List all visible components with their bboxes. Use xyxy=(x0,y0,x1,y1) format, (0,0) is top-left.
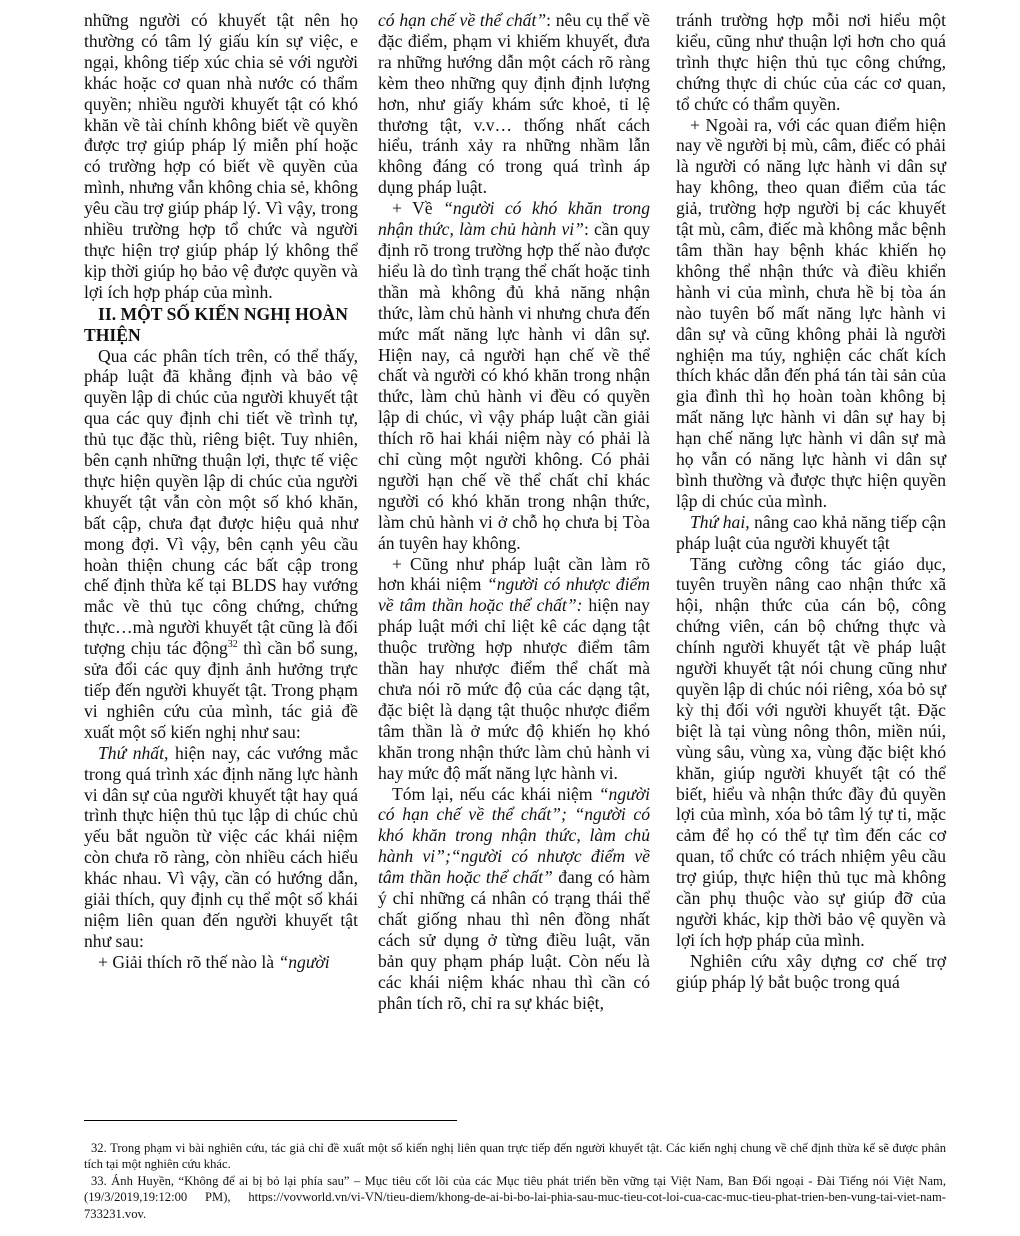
footnotes xyxy=(84,1140,946,1222)
text-run: + Giải thích rõ thế nào là xyxy=(98,951,279,972)
paragraph xyxy=(84,952,358,973)
text-run: II. MỘT SỐ KIẾN NGHỊ HOÀN THIỆN xyxy=(84,303,348,345)
text-run: + Cũng như pháp luật cần làm rõ hơn khái niệm xyxy=(378,553,650,595)
paragraph xyxy=(676,512,946,554)
paragraph xyxy=(378,10,650,198)
text-run: Tóm lại, nếu các khái niệm xyxy=(392,783,599,804)
text-run: Nghiên cứu xây dựng cơ chế trợ giúp pháp lý bắt buộc trong quá xyxy=(676,950,946,992)
paragraph xyxy=(676,951,946,993)
text-run: hiện nay, các vướng mắc trong quá trình xác định năng lực hành vi dân sự của người khuyết tật hay quá trình thực hiện thủ tục lập di chúc chủ yếu bắt nguồn từ việc các khái niệm còn chưa rõ ràng, còn nhiều cách hiểu khác nhau. Vì vậy, cần có hướng dẫn, giải thích, quy định cụ thể một số khái niệm liên quan đến người khuyết tật như sau: xyxy=(84,742,358,951)
text-column-3 xyxy=(676,10,946,993)
section-heading xyxy=(84,304,358,346)
text-run: : nêu cụ thể về đặc điểm, phạm vi khiếm khuyết, đưa ra những hướng dẫn một cách rõ ràng kèm theo những quy định định lượng hơn, như giấy khám sức khoẻ, tỉ lệ thương tật, v.v… thống nhất cách hiểu, tránh xảy ra những nhầm lẫn không đáng có trong quá trình áp dụng pháp luật. xyxy=(378,10,650,198)
italic-text: “người có nhược điểm về tâm thần hoặc thể chất”: xyxy=(378,574,650,616)
italic-text: “người xyxy=(278,951,330,972)
text-run: Tăng cường công tác giáo dục, tuyên truyền nâng cao nhận thức xã hội, nhận thức của cán bộ, công chứng viên, cán bộ chứng thực và chính người khuyết tật về pháp luật người khuyết tật nói chung cũng như quyền lập di chúc nói riêng, xóa bỏ sự kỳ thị đối với người khuyết tật. Đặc biệt là tại vùng nông thôn, miền núi, vùng sâu, vùng xa, vùng đặc biệt khó khăn, giúp người khuyết tật có thể biết, hiểu và nhận thức đầy đủ quyền lợi của mình, xóa bỏ tâm lý tự ti, mặc cảm để họ có thể tự tìm đến các cơ quan, tổ chức có trách nhiệm yêu cầu trợ giúp, thực hiện thủ tục mà không cần phụ thuộc vào sự giúp đỡ của người khác, kịp thời bảo vệ quyền và lợi ích hợp pháp của mình. xyxy=(676,553,946,950)
italic-text: Thứ hai, xyxy=(690,511,750,532)
paragraph xyxy=(378,554,650,784)
text-run: hiện nay pháp luật mới chỉ liệt kê các dạng tật thuộc trường hợp nhược điểm tâm thần hay nhược điểm thể chất mà chưa nói rõ mức độ của các dạng tật, đặc biệt là dạng tật thuộc nhược điểm tâm thần là ở mức độ khiến họ khó khăn trong nhận thức làm chủ hành vi hay mức độ mất năng lực hành vi. xyxy=(378,595,650,783)
text-run: tránh trường hợp mỗi nơi hiểu một kiểu, cũng như thuận lợi hơn cho quá trình thực hiện thủ tục công chứng, chứng thực di chúc của các cơ quan, tổ chức có thẩm quyền. xyxy=(676,10,946,114)
paragraph xyxy=(378,784,650,1014)
italic-text: “người có khó khăn trong nhận thức, làm chủ hành vi” xyxy=(378,198,651,240)
text-run: Qua các phân tích trên, có thể thấy, pháp luật đã khẳng định và bảo vệ quyền lập di chúc của người khuyết tật qua các quy định chi tiết về trình tự, thủ tục đặc thù, riêng biệt. Tuy nhiên, bên cạnh những thuận lợi, thực tế việc thực hiện quyền lập di chúc của người khuyết tật vẫn còn một số khó khăn, bất cập, chưa đạt được hiệu quả như mong đợi. Vì vậy, bên cạnh yêu cầu hoàn thiện chung các bất cập trong chế định thừa kế tại BLDS hay vướng mắc về thủ tục công chứng, chứng thực…mà người khuyết tật cũng là đối tượng chịu tác động xyxy=(84,345,358,659)
paragraph xyxy=(676,115,946,512)
text-run: + Ngoài ra, với các quan điểm hiện nay về người bị mù, câm, điếc có phải là người có năng lực hành vi dân sự hay không, theo quan điểm của tác giả, trường hợp người bị các khuyết tật mù, câm, điếc mà không mắc bệnh tâm thần hay bệnh khác khiến họ không thể nhận thức và điều khiển hành vi của mình, chưa hề bị tòa án nào tuyên bố mất năng lực hành vi dân sự và cũng không phải là người nghiện ma túy, nghiện các chất kích thích khác dẫn đến phá tán tài sản của gia đình thì họ hoàn toàn không bị mất năng lực hành vi dân sự hay bị hạn chế năng lực hành vi dân sự mà họ vẫn có năng lực hành vi dân sự bình thường và được thực hiện quyền lập di chúc của mình. xyxy=(676,114,946,511)
italic-text: “người có hạn chế về thể chất”; “người có khó khăn trong nhận thức, làm chủ hành vi”;“người có nhược điểm về tâm thần hoặc thể chất” xyxy=(378,783,650,888)
text-run: : cần quy định rõ trong trường hợp thế nào được hiểu là do tình trạng thể chất hoặc tinh thần mà không đủ khả năng nhận thức, làm chủ hành vi nhưng chưa đến mức mất năng lực hành vi dân sự. Hiện nay, cả người hạn chế về thể chất và người có khó khăn trong nhận thức, làm chủ hành vi đều có quyền lập di chúc, vì vậy pháp luật cần giải thích rõ hai khái niệm này có phải là chỉ cùng một người không. Có phải người hạn chế về thể chất chỉ khác người có khó khăn trong nhận thức, làm chủ hành vi ở chỗ họ chưa bị Tòa án tuyên hay không. xyxy=(378,219,650,553)
text-run: nâng cao khả năng tiếp cận pháp luật của người khuyết tật xyxy=(676,511,946,553)
text-run: + Về xyxy=(392,198,444,219)
footnote-33: 33. Ánh Huyền, “Không để ai bị bỏ lại phía sau” – Mục tiêu cốt lõi của các Mục tiêu phát triển bền vững tại Việt Nam, Ban Đối ngoại - Đài Tiếng nói Việt Nam, (19/3/2019,19:12:00 PM), https://vovworld.vn/vi-VN/tieu-diem/khong-de-ai-bi-bo-lai-phia-sau-muc-tieu-cot-loi-cua-cac-muc-tieu-phat-trien-ben-vung-tai-viet-nam-733231.vov. xyxy=(84,1173,946,1221)
text-run: đang có hàm ý chỉ những cá nhân có trạng thái thể chất giống nhau thì nên đồng nhất cách sử dụng ở từng điều luật, văn bản quy phạm pháp luật. Còn nếu là các khái niệm khác nhau thì cần có phân tích rõ, chỉ ra sự khác biệt, xyxy=(378,867,650,1013)
paragraph xyxy=(378,198,650,553)
paragraph xyxy=(84,346,358,743)
text-column-2 xyxy=(378,10,650,1014)
footnote-32: 32. Trong phạm vi bài nghiên cứu, tác giả chỉ đề xuất một số kiến nghị liên quan trực tiếp đến người khuyết tật. Các kiến nghị chung về chế định thừa kế sẽ được phân tích tại một nghiên cứu khác. xyxy=(84,1141,946,1172)
footnote-ref: 32 xyxy=(227,639,238,651)
paragraph xyxy=(676,10,946,115)
footnote-separator xyxy=(84,1120,457,1121)
italic-text: có hạn chế về thể chất” xyxy=(378,10,547,30)
text-column-1 xyxy=(84,10,358,973)
paragraph xyxy=(84,10,358,303)
italic-text: Thứ nhất, xyxy=(98,742,169,763)
text-run: thì cần bổ sung, sửa đổi các quy định ảnh hưởng trực tiếp đến người khuyết tật. Trong phạm vi nghiên cứu của mình, tác giả đề xuất một số kiến nghị như sau: xyxy=(84,638,358,742)
text-run: những người có khuyết tật nên họ thường có tâm lý giấu kín sự việc, e ngại, không tiếp xúc chia sẻ với người khác hoặc cơ quan nhà nước có thẩm quyền; nhiều người khuyết tật có khó khăn về tài chính không biết về quyền được trợ giúp pháp lý miễn phí hoặc có trường hợp có biết về quyền của mình, nhưng vẫn không chia sẻ, không yêu cầu trợ giúp pháp lý. Vì vậy, trong nhiều trường hợp tổ chức và người thực hiện trợ giúp pháp lý không thể kịp thời giúp họ bảo vệ được quyền và lợi ích hợp pháp của mình. xyxy=(84,10,358,302)
paragraph xyxy=(84,743,358,952)
paragraph xyxy=(676,554,946,951)
